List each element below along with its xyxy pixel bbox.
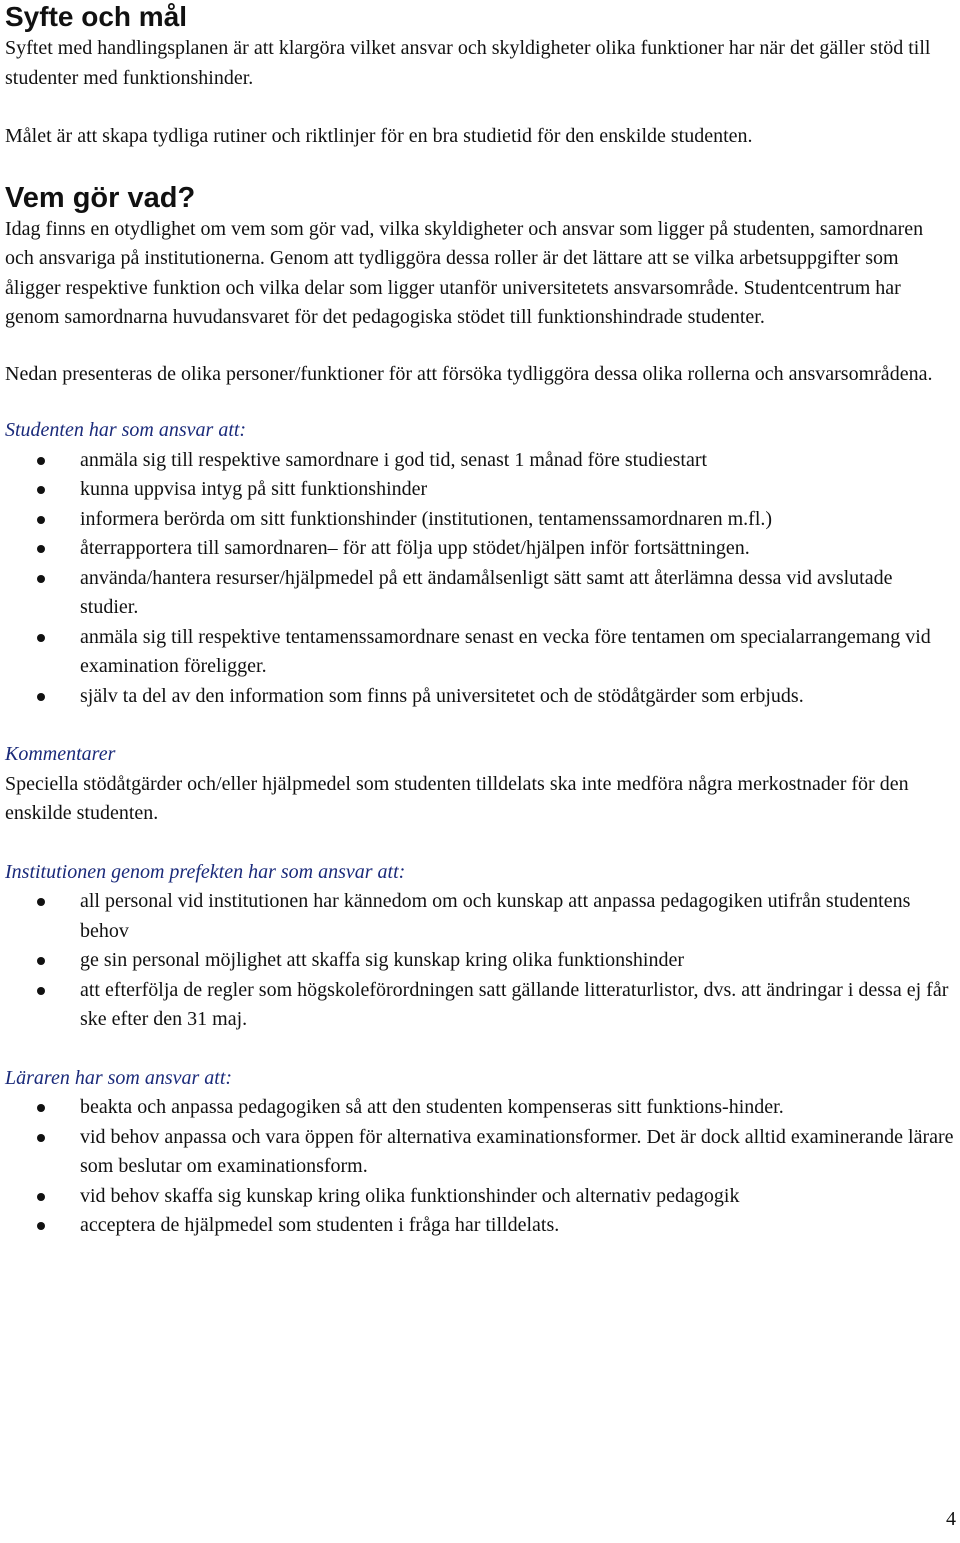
list-item: kunna uppvisa intyg på sitt funktionshinder bbox=[5, 475, 955, 505]
list-item: själv ta del av den information som finns på universitetet och de stödåtgärder som erbjuds. bbox=[5, 682, 955, 712]
list-item: informera berörda om sitt funktionshinder (institutionen, tentamenssamordnaren m.fl.) bbox=[5, 505, 955, 535]
list-item: använda/hantera resurser/hjälpmedel på ett ändamålsenligt sätt samt att återlämna dessa vid avslutade studier. bbox=[5, 564, 955, 623]
paragraph-kommentarer: Speciella stödåtgärder och/eller hjälpmedel som studenten tilldelats ska inte medföra några merkostnader för den enskilde studenten. bbox=[5, 772, 909, 824]
heading-institutionen: Institutionen genom prefekten har som ansvar att: bbox=[5, 860, 406, 883]
paragraph-syfte: Syftet med handlingsplanen är att klargöra vilket ansvar och skyldigheter olika funktioner har när det gäller stöd till studenter med funktionshinder. bbox=[5, 37, 931, 89]
heading-lararen: Läraren har som ansvar att: bbox=[5, 1066, 233, 1089]
page-number: 4 bbox=[946, 1508, 956, 1530]
heading-vem-gor-vad: Vem gör vad? bbox=[5, 181, 196, 214]
spacer bbox=[5, 333, 955, 360]
list-item: återrapportera till samordnaren– för att följa upp stödet/hjälpen inför fortsättningen. bbox=[5, 534, 955, 564]
heading-studenten: Studenten har som ansvar att: bbox=[5, 419, 247, 441]
list-item: att efterfölja de regler som högskoleförordningen satt gällande litteraturlistor, dvs. att ändringar i dessa ej får ske efter den 31 maj. bbox=[5, 976, 955, 1035]
list-item: beakta och anpassa pedagogiken så att den studenten kompenseras sitt funktions-hinder. bbox=[5, 1093, 955, 1123]
list-item: all personal vid institutionen har kännedom om och kunskap att anpassa pedagogiken utifrån studentens behov bbox=[5, 887, 955, 946]
list-item: ge sin personal möjlighet att skaffa sig kunskap kring olika funktionshinder bbox=[5, 946, 955, 976]
student-responsibility-list bbox=[5, 446, 955, 712]
spacer bbox=[5, 93, 955, 122]
list-item: anmäla sig till respektive tentamenssamordnare senast en vecka före tentamen om specialarrangemang vid examination föreligger. bbox=[5, 623, 955, 682]
list-item: anmäla sig till respektive samordnare i god tid, senast 1 månad före studiestart bbox=[5, 446, 955, 476]
spacer bbox=[5, 389, 955, 416]
paragraph-malet: Målet är att skapa tydliga rutiner och riktlinjer för en bra studietid för den enskilde studenten. bbox=[5, 125, 753, 147]
list-item: vid behov skaffa sig kunskap kring olika funktionshinder och alternativ pedagogik bbox=[5, 1182, 955, 1212]
paragraph-idag: Idag finns en otydlighet om vem som gör vad, vilka skyldigheter och ansvar som ligger på studenten, samordnaren och ansvariga på institutionerna. Genom att tydliggöra dessa roller är det lättare att se vilka arbetsuppgifter som åligger respektive funktion och vilka delar som ligger utanför universitetets ansvarsområde. Studentcentrum har genom samordnarna huvudansvaret för det pedagogiska stödet till funktionshindrade studenter. bbox=[5, 217, 924, 328]
heading-syfte-och-mal: Syfte och mål bbox=[5, 1, 188, 32]
teacher-responsibility-list bbox=[5, 1093, 955, 1241]
paragraph-nedan: Nedan presenteras de olika personer/funktioner för att försöka tydliggöra dessa olika rollerna och ansvarsområdena. bbox=[5, 362, 933, 385]
spacer bbox=[5, 829, 955, 858]
document-body bbox=[5, 0, 955, 1241]
institution-responsibility-list bbox=[5, 887, 955, 1035]
spacer bbox=[5, 152, 955, 181]
spacer bbox=[5, 1035, 955, 1064]
list-item: acceptera de hjälpmedel som studenten i fråga har tilldelats. bbox=[5, 1211, 955, 1241]
spacer bbox=[5, 711, 955, 740]
list-item: vid behov anpassa och vara öppen för alternativa examinationsformer. Det är dock alltid examinerande lärare som beslutar om examinationsform. bbox=[5, 1123, 955, 1182]
heading-kommentarer: Kommentarer bbox=[5, 743, 116, 765]
